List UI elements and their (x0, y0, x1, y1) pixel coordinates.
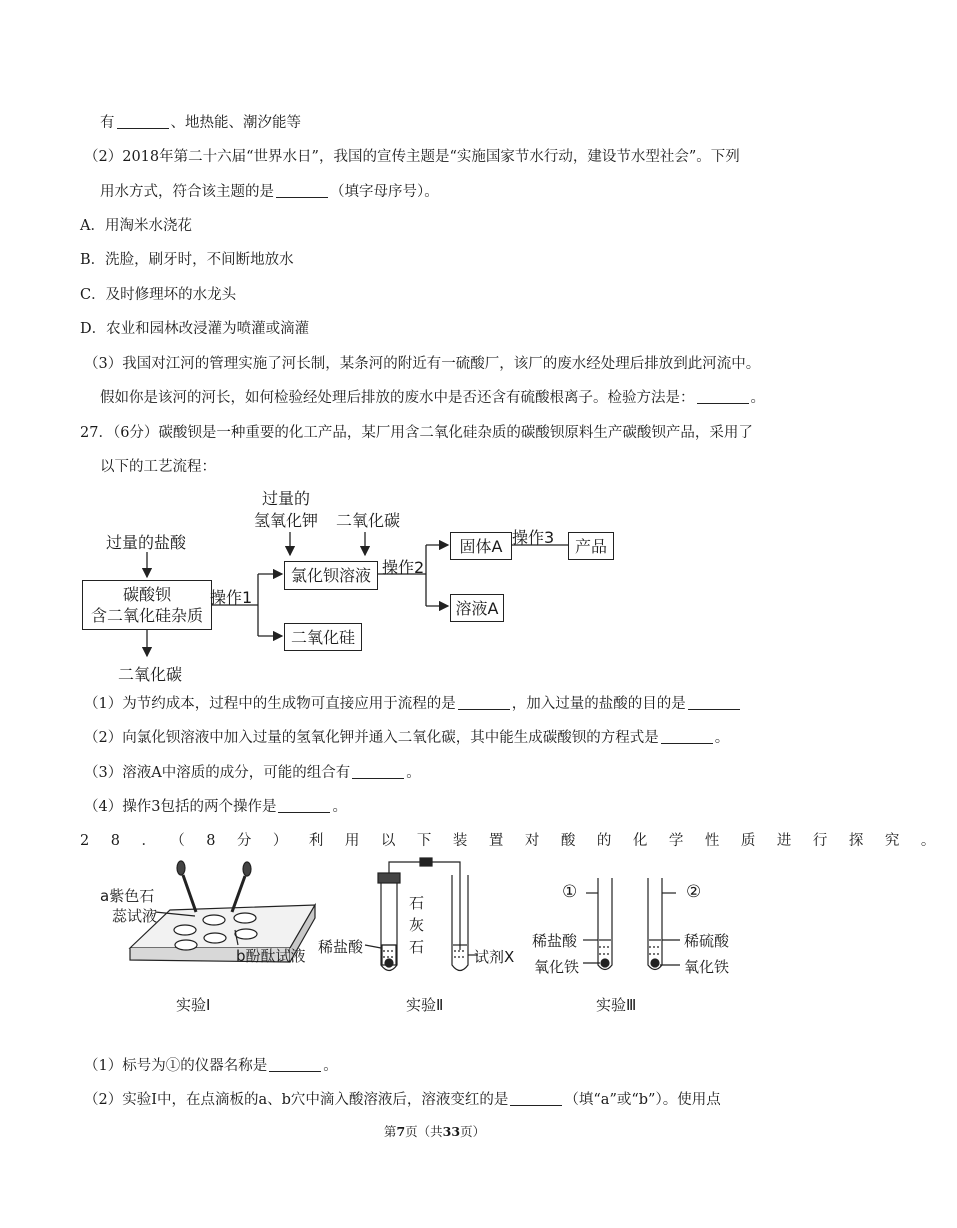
page-footer (0, 1122, 869, 1140)
label-limestone-2: 灰 (409, 916, 425, 934)
box-solution-a: 溶液A (450, 594, 504, 622)
label-co2-top: 二氧化碳 (336, 511, 401, 530)
option-a: A．用淘米水浇花 (80, 218, 192, 234)
footer-text: 页） (460, 1124, 486, 1139)
box-solid-a: 固体A (450, 532, 512, 560)
text-fragment: 。 (714, 730, 730, 746)
text-fragment: （3）溶液A中溶质的成分，可能的组合有 (84, 765, 351, 781)
text-fragment: 有 (100, 115, 115, 131)
label-phenolphthalein: b酚酞试液 (236, 947, 306, 965)
label-experiment-1: 实验Ⅰ (176, 996, 211, 1014)
question-28-1 (84, 1056, 338, 1076)
question-27-line1: 27．（6分）碳酸钡是一种重要的化工产品，某厂用含二氧化硅杂质的碳酸钡原料生产碳酸钡产品，采用了 (80, 425, 753, 441)
box-product: 产品 (568, 532, 614, 560)
label-excess-koh-1: 过量的 (262, 489, 311, 508)
label-exp3-hcl: 稀盐酸 (532, 932, 578, 950)
text-fragment: （填“a”或“b”）。使用点 (564, 1092, 721, 1108)
text-fragment: （2）向氯化钡溶液中加入过量的氢氧化钾并通入二氧化碳，其中能生成碳酸钡的方程式是 (84, 730, 659, 746)
label-operation-1: 操作1 (210, 588, 253, 607)
question-28-line1: 28．（8分）利用以下装置对酸的化学性质进行探究。 (80, 833, 957, 849)
label-operation-3: 操作3 (512, 528, 555, 547)
option-c: C．及时修理坏的水龙头 (80, 287, 237, 303)
text-fragment: 用水方式，符合该主题的是 (100, 184, 274, 200)
text-fragment: （2）实验Ⅰ中，在点滴板的a、b穴中滴入酸溶液后，溶液变红的是 (84, 1092, 509, 1108)
label-limestone-3: 石 (409, 938, 425, 956)
label-exp2-hcl: 稀盐酸 (318, 938, 364, 956)
text-fragment: ，加入过量的盐酸的目的是 (511, 696, 686, 712)
option-d: D．农业和园林改浸灌为喷灌或滴灌 (80, 321, 310, 337)
label-exp3-h2so4: 稀硫酸 (684, 932, 730, 950)
label-experiment-2: 实验Ⅱ (406, 996, 444, 1014)
page-total: 33 (442, 1124, 461, 1139)
label-operation-2: 操作2 (382, 558, 425, 577)
label-co2-bottom: 二氧化碳 (118, 665, 183, 684)
text-fragment: 、地热能、潮汐能等 (170, 115, 301, 131)
text-fragment: （1）标号为①的仪器名称是 (84, 1058, 268, 1074)
label-limestone-1: 石 (409, 894, 425, 912)
question-2-line1: （2）2018年第二十六届“世界水日”，我国的宣传主题是“实施国家节水行动，建设节水型社会”。下列 (84, 149, 740, 165)
label-excess-hcl: 过量的盐酸 (106, 533, 187, 552)
answer-blank[interactable] (510, 1091, 562, 1106)
text-fragment: （4）操作3包括的两个操作是 (84, 799, 277, 815)
label-experiment-3: 实验Ⅲ (596, 996, 637, 1014)
footer-text: 页（共 (405, 1124, 443, 1139)
label-purple-litmus-1: a紫色石 (100, 887, 155, 905)
label-purple-litmus-2: 蕊试液 (112, 907, 158, 925)
text-fragment: 。 (750, 390, 765, 406)
question-3-line1: （3）我国对江河的管理实施了河长制，某条河的附近有一硫酸厂，该厂的废水经处理后排放到此河流中。 (84, 356, 761, 372)
box-text: 碳酸钡 (122, 585, 171, 604)
box-sio2: 二氧化硅 (284, 623, 362, 651)
text-fragment: 。 (406, 765, 421, 781)
box-bacl2-solution: 氯化钡溶液 (284, 561, 378, 590)
text-fragment: （1）为节约成本，过程中的生成物可直接应用于流程的是 (84, 696, 456, 712)
label-mark-1: ① (562, 882, 578, 902)
label-exp3-iron-oxide-right: 氧化铁 (684, 958, 730, 976)
question-28-2 (84, 1090, 721, 1110)
footer-text: 第 (383, 1124, 397, 1139)
box-text: 含二氧化硅杂质 (90, 606, 203, 625)
label-excess-koh-2: 氢氧化钾 (254, 511, 319, 530)
answer-blank[interactable] (269, 1057, 321, 1072)
page-number: 7 (396, 1124, 406, 1139)
text-fragment: 。 (332, 799, 347, 815)
label-mark-2: ② (686, 882, 702, 902)
text-fragment: 。 (323, 1058, 338, 1074)
question-27-line2: 以下的工艺流程： (100, 459, 216, 475)
text-fragment: 假如你是该河的河长，如何检验经处理后排放的废水中是否还含有硫酸根离子。检验方法是： (100, 390, 695, 406)
label-exp3-iron-oxide-left: 氧化铁 (534, 958, 580, 976)
text-fragment: （填字母序号）。 (330, 184, 439, 200)
option-b: B．洗脸，刷牙时，不间断地放水 (80, 252, 294, 268)
label-reagent-x: 试剂X (474, 948, 515, 966)
